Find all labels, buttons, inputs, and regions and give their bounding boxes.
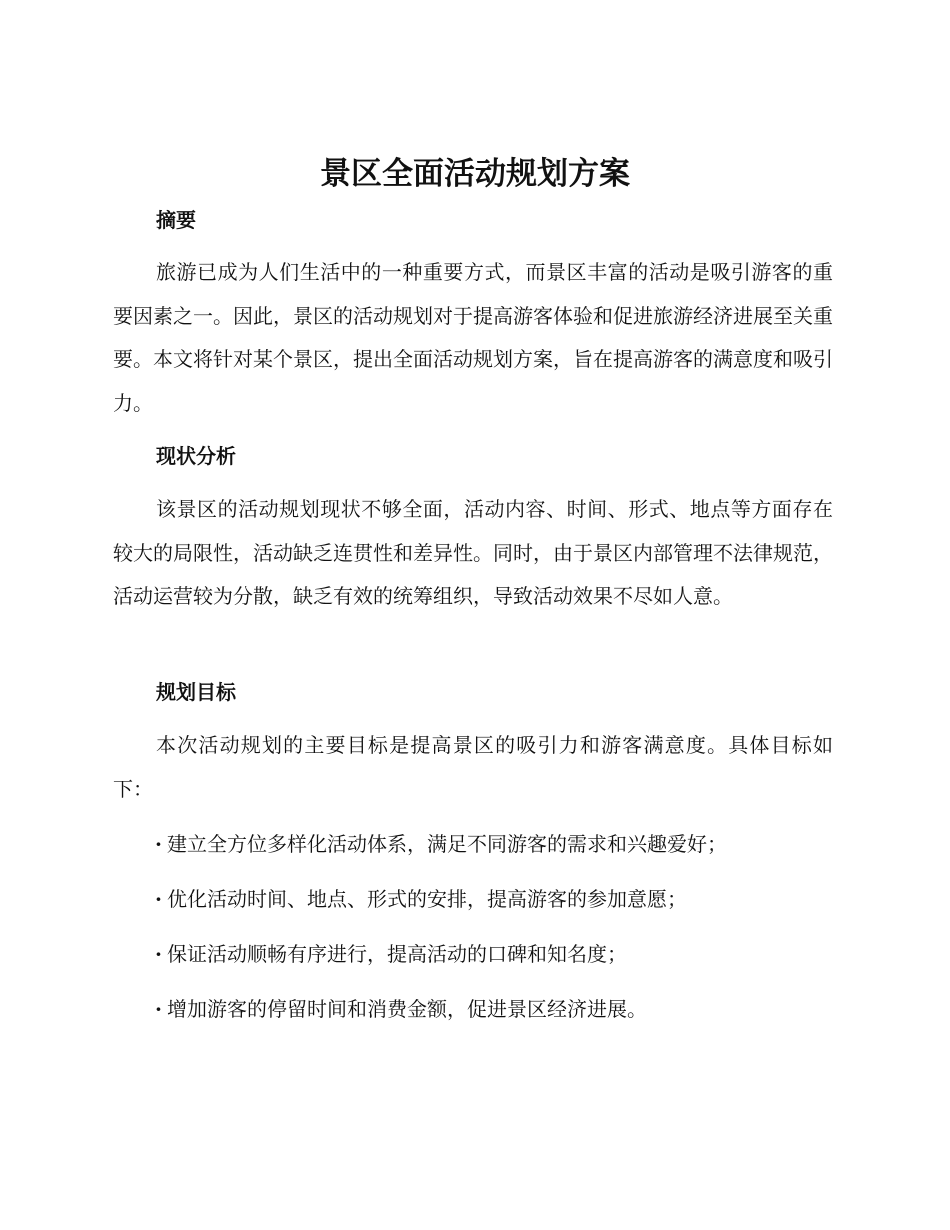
goal-list-item-text: 优化活动时间、地点、形式的安排，提高游客的参加意愿； (167, 887, 687, 911)
goal-list-item-text: 建立全方位多样化活动体系，满足不同游客的需求和兴趣爱好； (167, 832, 727, 856)
bullet-dot-icon: · (155, 942, 162, 966)
abstract-paragraph: 旅游已成为人们生活中的一种重要方式，而景区丰富的活动是吸引游客的重要因素之一。因此，景区的活动规划对于提高游客体验和促进旅游经济进展至关重要。本文将针对某个景区，提出全面活动规划方案，旨在提高游客的满意度和吸引力。 (113, 260, 833, 416)
document-title: 景区全面活动规划方案 (320, 156, 630, 192)
bullet-dot-icon: · (155, 832, 162, 856)
planning-goals-paragraph: 本次活动规划的主要目标是提高景区的吸引力和游客满意度。具体目标如下： (113, 733, 833, 801)
section-heading-abstract: 摘要 (156, 208, 196, 232)
goal-list-item (155, 829, 835, 859)
goal-list-item (155, 884, 835, 914)
goal-list-item (155, 994, 835, 1024)
goal-list-item-text: 保证活动顺畅有序进行，提高活动的口碑和知名度； (167, 942, 627, 966)
bullet-dot-icon: · (155, 887, 162, 911)
section-heading-planning-goals: 规划目标 (156, 680, 236, 704)
goal-list-item (155, 939, 835, 969)
current-analysis-paragraph: 该景区的活动规划现状不够全面，活动内容、时间、形式、地点等方面存在较大的局限性，活动缺乏连贯性和差异性。同时，由于景区内部管理不法律规范，活动运营较为分散，缺乏有效的统筹组织，导致活动效果不尽如人意。 (113, 497, 833, 609)
goal-list-item-text: 增加游客的停留时间和消费金额，促进景区经济进展。 (167, 997, 647, 1021)
section-heading-current-analysis: 现状分析 (156, 444, 236, 468)
bullet-dot-icon: · (155, 997, 162, 1021)
